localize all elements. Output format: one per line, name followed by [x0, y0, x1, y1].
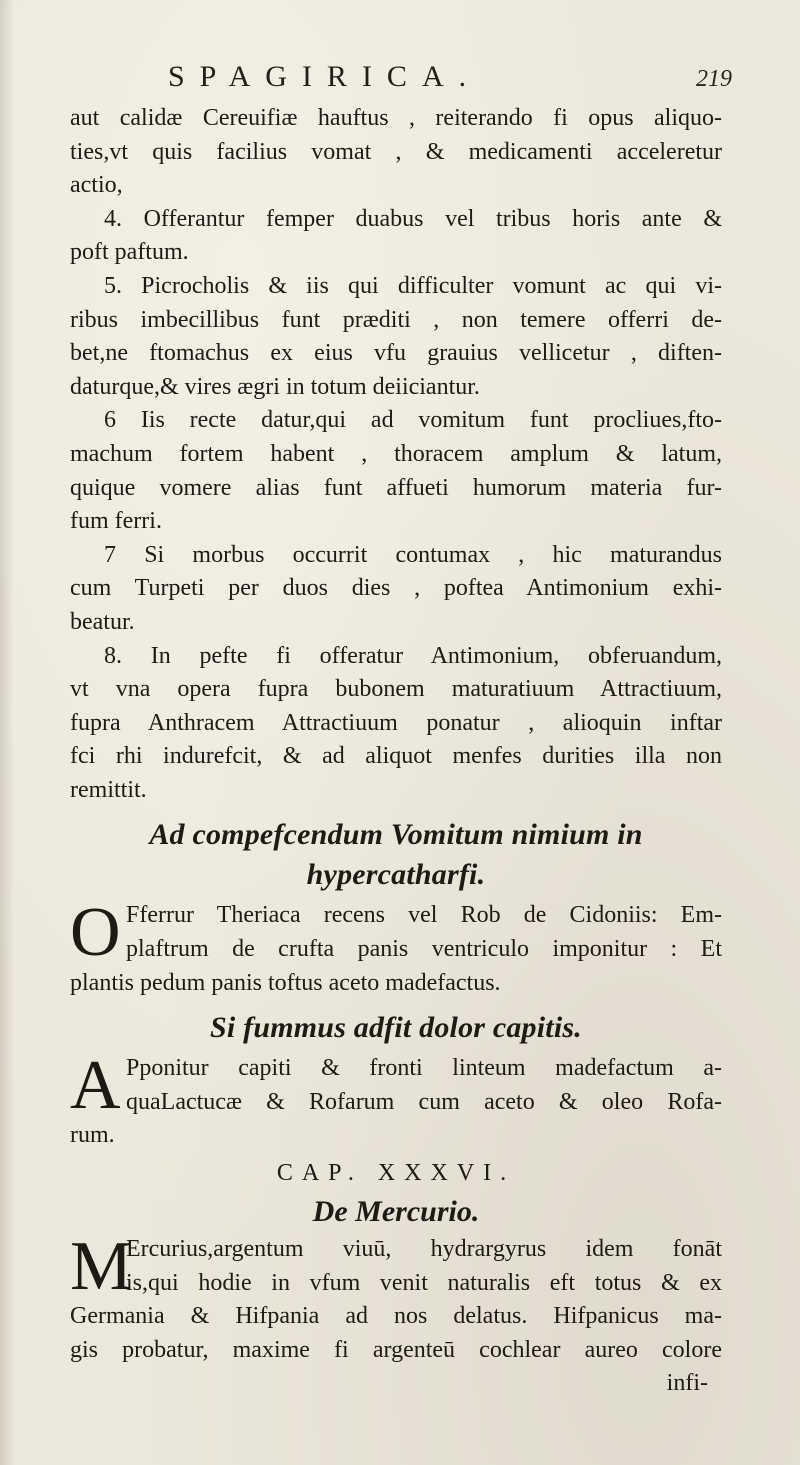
text-block [70, 102, 722, 1401]
running-head [0, 60, 800, 104]
catchword: infi- [666, 1370, 708, 1397]
section-heading-dolor: Si fummus adfit dolor capitis. [210, 1011, 582, 1045]
text-line: actio, [70, 172, 123, 199]
text-line: 6 Iis recte datur,qui ad vomitum funt procliues,fto- [104, 407, 722, 434]
text-line: Fferrur Theriaca recens vel Rob de Cidoniis: Em- [126, 902, 722, 929]
text-line: poft paftum. [70, 239, 189, 266]
text-line: beatur. [70, 608, 135, 635]
chapter-title: De Mercurio. [312, 1195, 480, 1229]
text-line: quaLactucæ & Rofarum cum aceto & oleo Rofa- [126, 1088, 722, 1115]
text-line: aut calidæ Cereuifiæ hauftus , reiterando fi opus aliquo- [70, 105, 722, 131]
text-line: remittit. [70, 776, 147, 803]
paragraph-dolor [70, 1047, 722, 1153]
section-heading-line: Ad compefcendum Vomitum nimium in [149, 818, 643, 852]
text-line: ties,vt quis facilius vomat , & medicamenti acceleretur [70, 138, 722, 165]
paragraph-item-7 [70, 539, 722, 640]
paragraph-vomitum [70, 894, 722, 1000]
text-line: gis probatur, maxime fi argenteū cochlear aureo colore [70, 1336, 722, 1363]
drop-cap: M [70, 1228, 133, 1306]
text-line: machum fortem habent , thoracem amplum & latum, [70, 440, 722, 467]
text-line: 5. Picrocholis & iis qui difficulter vomunt ac qui vi- [104, 272, 722, 299]
text-line: bet,ne ftomachus ex eius vfu grauius vellicetur , diften- [70, 340, 722, 367]
page-gutter-shadow [0, 0, 14, 1465]
text-line: daturque,& vires ægri in totum deiiciantur. [70, 373, 480, 400]
text-line: 8. In pefte fi offeratur Antimonium, obferuandum, [104, 642, 722, 669]
section-heading-vomitum [70, 815, 722, 895]
text-line: Pponitur capiti & fronti linteum madefactum a- [126, 1055, 722, 1082]
text-line: rum. [70, 1122, 115, 1149]
drop-cap: A [70, 1047, 121, 1125]
text-line: fum ferri. [70, 508, 162, 535]
text-line: is,qui hodie in vfum venit naturalis eft totus & ex [126, 1269, 722, 1296]
paragraph-continued [70, 102, 722, 203]
running-title: SPAGIRICA. [168, 60, 482, 93]
drop-cap: O [70, 894, 121, 972]
page-number: 219 [696, 66, 732, 92]
text-line: plantis pedum panis toftus aceto madefactus. [70, 969, 501, 996]
paragraph-mercurio [70, 1228, 722, 1401]
text-line: plaftrum de crufta panis ventriculo imponitur : Et [126, 936, 722, 963]
chapter-label: CAP. XXXVI. [276, 1160, 516, 1187]
text-line: fupra Anthracem Attractiuum ponatur , alioquin inftar [70, 709, 722, 736]
text-line: Germania & Hifpania ad nos delatus. Hifpanicus ma- [70, 1303, 722, 1330]
paragraph-item-5 [70, 270, 722, 404]
paragraph-item-8 [70, 640, 722, 808]
text-line: cum Turpeti per duos dies , poftea Antimonium exhi- [70, 575, 722, 602]
paragraph-item-4 [70, 203, 722, 270]
text-line: Ercurius,argentum viuū, hydrargyrus idem fonāt [126, 1236, 722, 1263]
text-line: fci rhi indurefcit, & ad aliquot menfes durities illa non [70, 743, 722, 770]
text-line: 4. Offerantur femper duabus vel tribus horis ante & [104, 205, 722, 232]
text-line: quique vomere alias funt affueti humorum materia fur- [70, 474, 722, 501]
section-heading-line: hypercatharfi. [306, 858, 486, 892]
text-line: 7 Si morbus occurrit contumax , hic maturandus [104, 541, 722, 568]
paragraph-item-6 [70, 404, 722, 538]
text-line: vt vna opera fupra bubonem maturatiuum Attractiuum, [70, 676, 722, 703]
text-line: ribus imbecillibus funt præditi , non temere offerri de- [70, 306, 722, 333]
